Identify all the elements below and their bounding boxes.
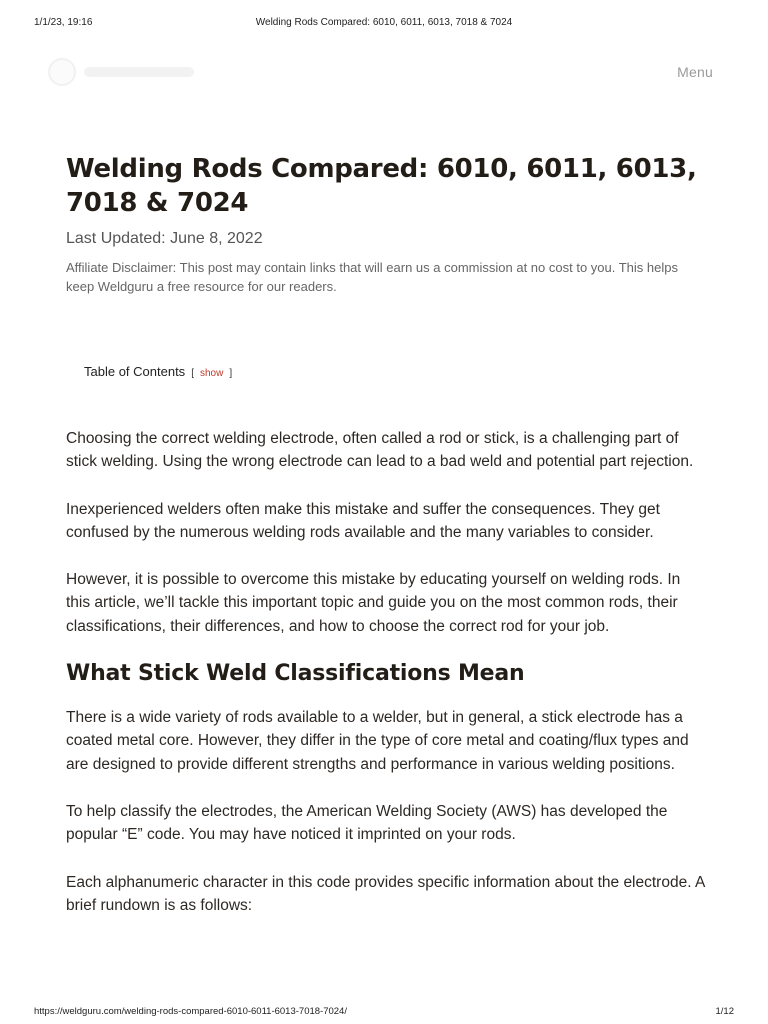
affiliate-disclaimer: Affiliate Disclaimer: This post may contain links that will earn us a commission at no cost to you. This helps keep Weldguru a free resource for our readers.	[66, 260, 678, 294]
site-logo[interactable]	[48, 52, 208, 92]
section-paragraph-1: There is a wide variety of rods available to a welder, but in general, a stick electrode has a coated metal core. However, they differ in the type of core metal and coating/flux types and are designed to provide different strengths and performance in various welding positions.	[66, 709, 689, 773]
logo-mark-icon	[48, 58, 76, 86]
section-paragraph-2: To help classify the electrodes, the American Welding Society (AWS) has developed the popular “E” code. You may have noticed it imprinted on your rods.	[66, 802, 668, 844]
print-doc-title: Welding Rods Compared: 6010, 6011, 6013, 7018 & 7024	[255, 17, 513, 28]
article	[66, 152, 706, 917]
intro-paragraph-3: However, it is possible to overcome this mistake by educating yourself on welding rods. In this article, we’ll tackle this important topic and guide you on the most common rods, their classifications, their differences, and how to choose the correct rod for your job.	[66, 571, 681, 635]
page-number: 1/12	[715, 1006, 734, 1017]
toc-label: Table of Contents	[84, 364, 186, 379]
print-date: 1/1/23, 19:16	[34, 17, 93, 28]
toc-bracket-close: ]	[229, 368, 233, 379]
page-title: Welding Rods Compared: 6010, 6011, 6013, 7018 & 7024	[66, 154, 697, 218]
toc-bracket-open: [	[191, 368, 194, 379]
print-url: https://weldguru.com/welding-rods-compared-6010-6011-6013-7018-7024/	[34, 1006, 347, 1017]
toc-show-link[interactable]: show	[199, 368, 224, 379]
section-heading: What Stick Weld Classifications Mean	[66, 661, 525, 687]
intro-paragraph-1: Choosing the correct welding electrode, often called a rod or stick, is a challenging part of stick welding. Using the wrong electrode can lead to a bad weld and potential part rejection.	[66, 430, 694, 471]
last-updated: Last Updated: June 8, 2022	[66, 230, 263, 247]
logo-wordmark	[84, 67, 194, 77]
intro-paragraph-2: Inexperienced welders often make this mistake and suffer the consequences. They get confused by the numerous welding rods available and the many variables to consider.	[66, 500, 660, 541]
table-of-contents	[84, 364, 706, 379]
section-paragraph-3: Each alphanumeric character in this code provides specific information about the electrode. A brief rundown is as follows:	[66, 873, 705, 914]
menu-button[interactable]: Menu	[677, 64, 713, 80]
